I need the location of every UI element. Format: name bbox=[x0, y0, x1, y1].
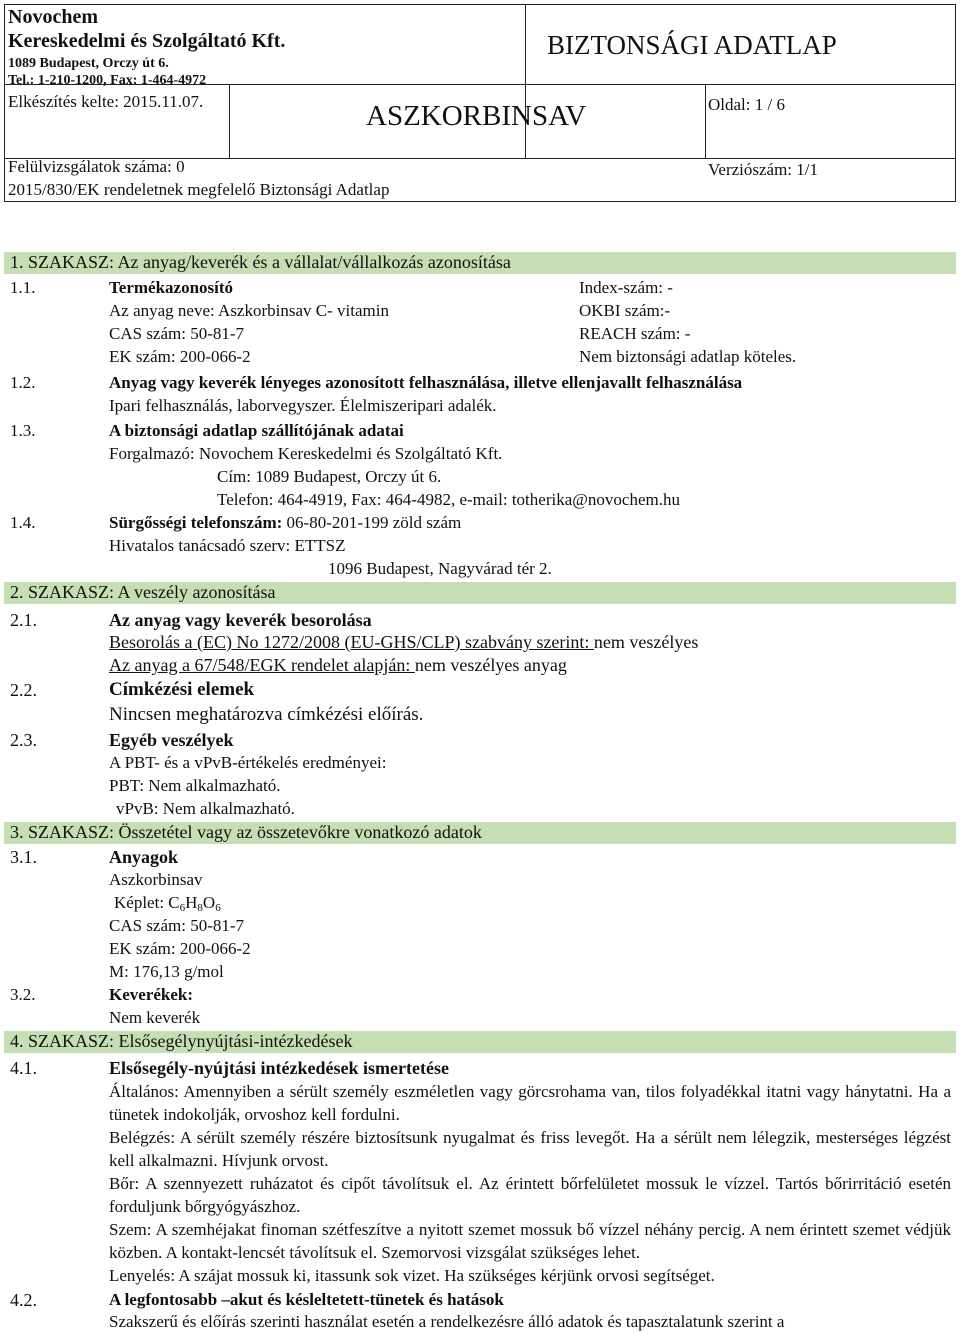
subsection-title: Keverékek: bbox=[109, 985, 194, 1004]
first-aid-skin: Bőr: A szennyezett ruházatot és cipőt távolítsuk el. Az érintett bőrfelületet mossuk le vízzel. Tartós bőrirritáció esetén forduljunk bőrgyógyászhoz. bbox=[109, 1174, 951, 1216]
subsection-title: A legfontosabb –akut és késleltetett-tünetek és hatások bbox=[109, 1290, 504, 1309]
first-aid-general: Általános: Amennyiben a sérült személy eszméletlen vagy görcsrohama van, tilos folyadékkal itatni vagy hánytatni. Ha a tünetek indokolják, orvoshoz kell fordulni. bbox=[109, 1082, 951, 1124]
subsection-title: Az anyag vagy keverék besorolása bbox=[109, 610, 372, 630]
subsection-title: Termékazonosító bbox=[109, 278, 234, 297]
section-2-title: 2. SZAKASZ: A veszély azonosítása bbox=[10, 582, 276, 602]
chemical-formula: Képlet: $C_6H_8O_6$ bbox=[114, 893, 221, 914]
product-name: ASZKORBINSAV bbox=[366, 100, 587, 132]
distributor-address: Cím: 1089 Budapest, Orczy út 6. bbox=[217, 467, 442, 486]
section-number: 1.3. bbox=[10, 421, 36, 440]
directive-classification-label: Az anyag a 67/548/EGK rendelet alapján: bbox=[109, 655, 415, 675]
section-1-title: 1. SZAKASZ: Az anyag/keverék és a vállalat/vállalkozás azonosítása bbox=[10, 252, 511, 272]
distributor: Forgalmazó: Novochem Kereskedelmi és Szolgáltató Kft. bbox=[109, 444, 503, 463]
section-number: 1.4. bbox=[10, 513, 36, 532]
advisory-body: Hivatalos tanácsadó szerv: ETTSZ bbox=[109, 536, 346, 555]
mixture-note: Nem keverék bbox=[109, 1008, 201, 1027]
subsection-title: Egyéb veszélyek bbox=[109, 730, 234, 750]
section-number: 2.3. bbox=[10, 730, 37, 750]
pbt-result: PBT: Nem alkalmazható. bbox=[109, 776, 281, 795]
section-3-title: 3. SZAKASZ: Összetétel vagy az összetevőkre vonatkozó adatok bbox=[10, 822, 482, 842]
section-number: 3.2. bbox=[10, 985, 36, 1004]
okbi-number: OKBI szám:- bbox=[579, 301, 671, 320]
version-number: Verziószám: 1/1 bbox=[708, 160, 818, 179]
cas-number: CAS szám: 50-81-7 bbox=[109, 324, 245, 343]
section-number: 4.2. bbox=[10, 1290, 37, 1310]
company-full-name: Kereskedelmi és Szolgáltató Kft. bbox=[8, 30, 286, 52]
clp-classification-value: nem veszélyes bbox=[593, 632, 699, 652]
molar-mass: M: 176,13 g/mol bbox=[109, 962, 224, 981]
subsection-title: Elsősegély-nyújtási intézkedések ismertetése bbox=[109, 1058, 449, 1078]
ek-number: EK szám: 200-066-2 bbox=[109, 939, 251, 958]
section-number: 2.2. bbox=[10, 680, 37, 700]
section-number: 2.1. bbox=[10, 610, 37, 630]
section-number: 3.1. bbox=[10, 847, 37, 867]
labelling-note: Nincsen meghatározva címkézési előírás. bbox=[109, 704, 424, 725]
subsection-title: Anyag vagy keverék lényeges azonosított felhasználása, illetve ellenjavallt felhasználása bbox=[109, 373, 743, 392]
subsection-title: Címkézési elemek bbox=[109, 679, 255, 700]
company-name: Novochem bbox=[8, 6, 98, 28]
pbt-intro: A PBT- és a vPvB-értékelés eredményei: bbox=[109, 753, 387, 772]
distributor-contact: Telefon: 464-4919, Fax: 464-4982, e-mail: totherika@novochem.hu bbox=[217, 490, 680, 509]
identified-use: Ipari felhasználás, laborvegyszer. Élelmiszeripari adalék. bbox=[109, 396, 497, 415]
ek-number: EK szám: 200-066-2 bbox=[109, 347, 251, 366]
revision-count: Felülvizsgálatok száma: 0 bbox=[8, 157, 185, 176]
symptoms-text: Szakszerű és előírás szerinti használat esetén a rendelkezésre álló adatok és tapasztalatunk szerint a bbox=[109, 1312, 785, 1331]
substance-name: Aszkorbinsav bbox=[109, 870, 203, 889]
directive-classification-value: nem veszélyes anyag bbox=[414, 655, 567, 675]
document-title: BIZTONSÁGI ADATLAP bbox=[547, 30, 837, 60]
company-phone: Tel.: 1-210-1200, Fax: 1-464-4972 bbox=[8, 73, 207, 88]
subsection-title: Anyagok bbox=[109, 847, 179, 867]
first-aid-ingestion: Lenyelés: A szájat mossuk ki, itassunk sok vizet. Ha szükséges kérjünk orvosi segítséget. bbox=[109, 1266, 715, 1285]
company-address: 1089 Budapest, Orczy út 6. bbox=[8, 56, 169, 71]
msds-note: Nem biztonsági adatlap köteles. bbox=[579, 347, 797, 366]
header-divider bbox=[525, 5, 526, 158]
section-number: 1.2. bbox=[10, 373, 36, 392]
emergency-phone: 06-80-201-199 zöld szám bbox=[282, 513, 462, 532]
first-aid-inhalation: Belégzés: A sérült személy részére biztosítsunk nyugalmat és friss levegőt. Ha a sérült nem lélegzik, mesterséges légzést kell alkalmazni. Hívjunk orvost. bbox=[109, 1128, 951, 1170]
created-date: Elkészítés kelte: 2015.11.07. bbox=[8, 92, 204, 111]
header-divider bbox=[705, 84, 706, 158]
section-number: 1.1. bbox=[10, 278, 36, 297]
emergency-label: Sürgősségi telefonszám: bbox=[109, 513, 283, 532]
section-number: 4.1. bbox=[10, 1058, 37, 1078]
cas-number: CAS szám: 50-81-7 bbox=[109, 916, 245, 935]
clp-classification-label: Besorolás a (EC) No 1272/2008 (EU-GHS/CLP) szabvány szerint: bbox=[109, 632, 594, 652]
advisory-address: 1096 Budapest, Nagyvárad tér 2. bbox=[328, 559, 552, 578]
section-4-title: 4. SZAKASZ: Elsősegélynyújtási-intézkedések bbox=[10, 1031, 353, 1051]
regulation-note: 2015/830/EK rendeletnek megfelelő Biztonsági Adatlap bbox=[8, 180, 390, 199]
subsection-title: A biztonsági adatlap szállítójának adatai bbox=[109, 421, 404, 440]
header-divider bbox=[229, 84, 230, 158]
reach-number: REACH szám: - bbox=[579, 324, 691, 343]
substance-name: Az anyag neve: Aszkorbinsav C- vitamin bbox=[109, 301, 389, 320]
vpvb-result: vPvB: Nem alkalmazható. bbox=[116, 799, 295, 818]
page-number: Oldal: 1 / 6 bbox=[708, 95, 785, 114]
first-aid-eye: Szem: A szemhéjakat finoman szétfeszítve a nyitott szemet mossuk bő vízzel néhány percig. A nem érintett szemet védjük közben. A kontakt-lencsét távolítsuk el. Szemorvosi vizsgálat szükséges lehet. bbox=[109, 1220, 951, 1262]
index-number: Index-szám: - bbox=[579, 278, 673, 297]
